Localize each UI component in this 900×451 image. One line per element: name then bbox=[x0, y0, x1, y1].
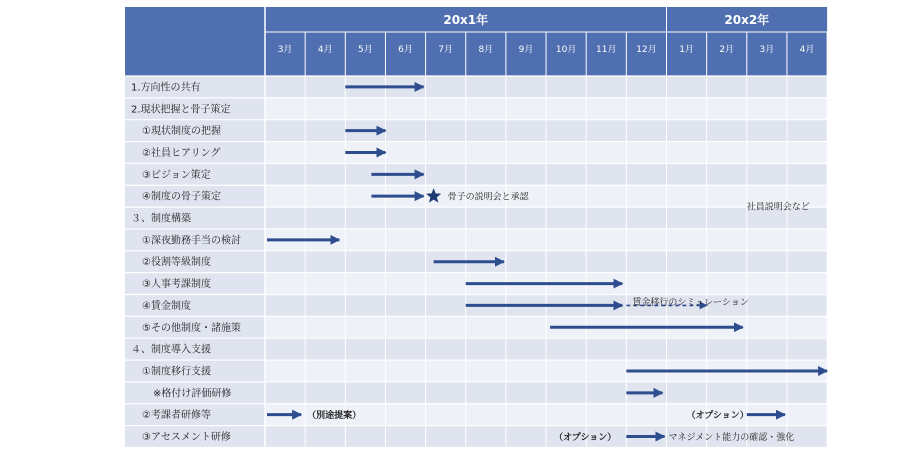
task-label: ②考課者研修等 bbox=[142, 410, 211, 422]
task-label: ②役割等級制度 bbox=[142, 257, 211, 269]
month-label: 12月 bbox=[636, 45, 657, 55]
month-label: 3月 bbox=[759, 45, 775, 55]
month-label: 6月 bbox=[398, 45, 413, 55]
task-label: ①制度移行支援 bbox=[142, 366, 211, 378]
annotation-label: （別途提案） bbox=[307, 411, 362, 422]
task-label: ④制度の骨子策定 bbox=[142, 191, 221, 203]
annotation-label: マネジメント能力の確認・強化 bbox=[668, 433, 795, 444]
task-label: ３、制度構築 bbox=[131, 213, 191, 225]
task-label: 1.方向性の共有 bbox=[131, 82, 201, 94]
month-label: 4月 bbox=[799, 45, 815, 55]
month-label: 7月 bbox=[438, 45, 454, 55]
month-label: 11月 bbox=[596, 45, 617, 55]
month-label: 2月 bbox=[719, 45, 735, 55]
task-label: ①現状制度の把握 bbox=[142, 126, 221, 138]
task-label: ④賃金制度 bbox=[142, 300, 191, 312]
task-label: 2.現状把握と骨子策定 bbox=[131, 104, 231, 116]
task-label: ③人事考課制度 bbox=[142, 279, 211, 291]
task-label: ⑤その他制度・諸施策 bbox=[142, 322, 241, 334]
task-label: ※格付け評価研修 bbox=[153, 388, 232, 400]
month-label: 10月 bbox=[555, 45, 577, 55]
month-label: 4月 bbox=[317, 45, 333, 55]
task-label: ①深夜勤務手当の検討 bbox=[142, 235, 241, 247]
month-label: 5月 bbox=[358, 45, 373, 55]
month-label: 8月 bbox=[478, 45, 494, 55]
annotation-label: （オプション） bbox=[686, 411, 749, 422]
month-label: 1月 bbox=[679, 45, 694, 55]
annotation-label: 賃金移行のシミュレーション bbox=[632, 297, 749, 308]
year-label: 20x2年 bbox=[724, 13, 770, 27]
year-label: 20x1年 bbox=[443, 13, 489, 27]
task-label: ③ビジョン策定 bbox=[142, 169, 211, 181]
task-label: ４、制度導入支援 bbox=[131, 344, 211, 356]
month-label: 9月 bbox=[518, 45, 534, 55]
task-label: ③アセスメント研修 bbox=[142, 432, 231, 444]
annotation-label: （オプション） bbox=[554, 433, 617, 444]
annotation-label: 社員説明会など bbox=[746, 202, 810, 213]
month-label: 3月 bbox=[277, 45, 293, 55]
annotation-label: 骨子の説明会と承認 bbox=[447, 192, 529, 203]
task-label: ②社員ヒアリング bbox=[142, 147, 221, 159]
